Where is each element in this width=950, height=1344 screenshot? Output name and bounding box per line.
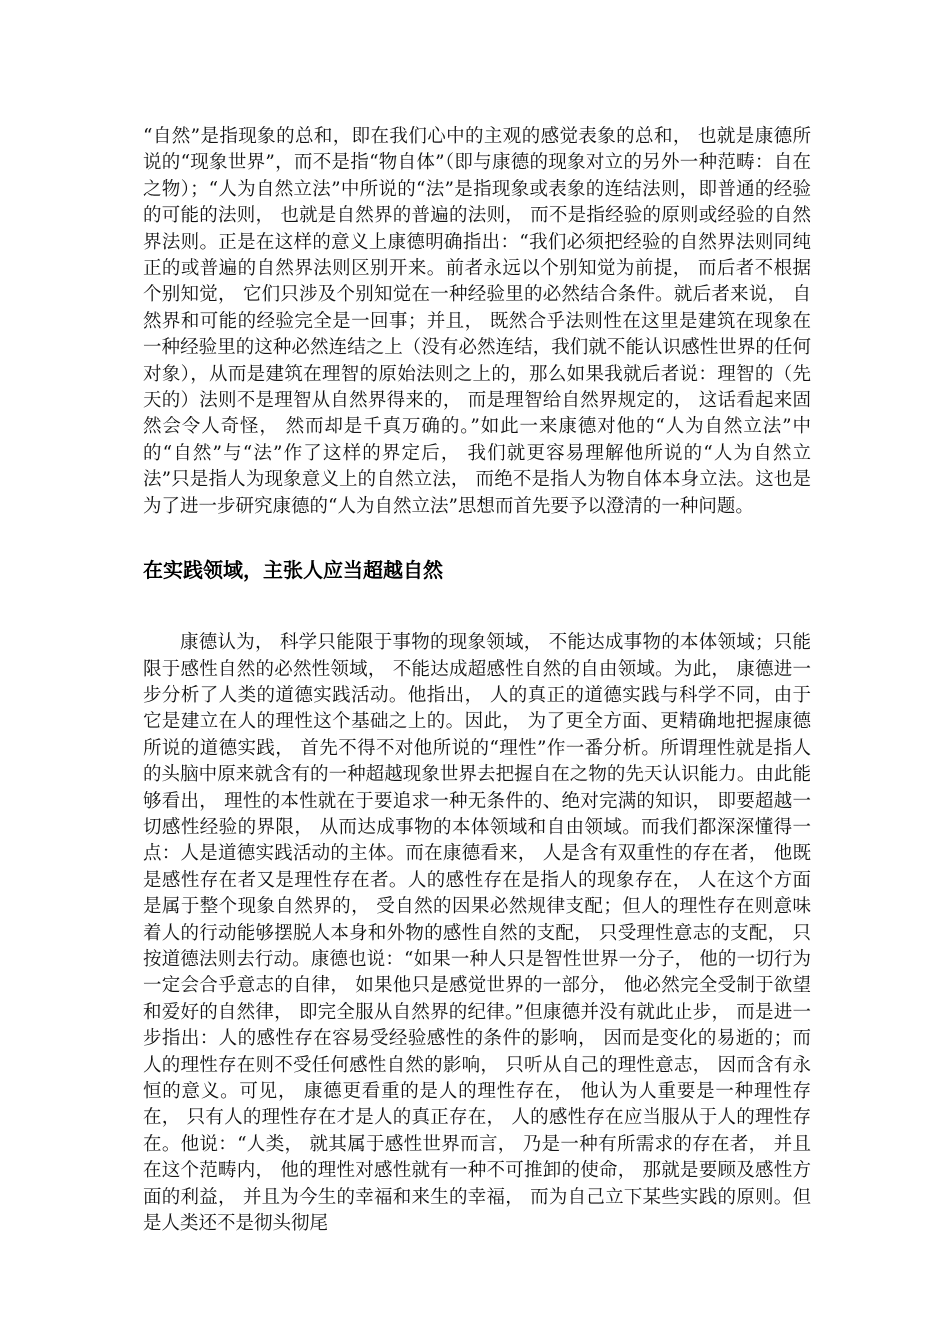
body-paragraph: “自然”是指现象的总和，即在我们心中的主观的感觉表象的总和， 也就是康德所说的“现象世界”，而不是指“物自体”（即与康德的现象对立的另外一种范畴：自在之物）；“人为自然立法”中所说的“法”是指现象或表象的连结法则，即普通的经验的可能的法则， 也就是自然界的普遍的法则， 而不是指经验的原则或经验的自然界法则。正是在这样的意义上康德明确指出：“我们必须把经验的自然界法则同纯正的或普遍的自然界法则区别开来。前者永远以个别知觉为前提， 而后者不根据个别知觉， 它们只涉及个别知觉在一种经验里的必然结合条件。就后者来说， 自然界和可能的经验完全是一回事；并且， 既然合乎法则性在这里是建筑在现象在一种经验里的这种必然连结之上（没有必然连结，我们就不能认识感性世界的任何对象），从而是建筑在理智的原始法则之上的，那么如果我就后者说：理智的（先天的）法则不是理智从自然界得来的， 而是理智给自然界规定的， 这话看起来固然会令人奇怪， 然而却是千真万确的。”如此一来康德对他的“人为自然立法”中的“自然”与“法”作了这样的界定后， 我们就更容易理解他所说的“人为自然立法”只是指人为现象意义上的自然立法， 而绝不是指人为物自体本身立法。这也是为了进一步研究康德的“人为自然立法”思想而首先要予以澄清的一种问题。 [143, 126, 811, 517]
document-page [143, 124, 811, 1237]
body-paragraph: 康德认为， 科学只能限于事物的现象领域， 不能达成事物的本体领域；只能限于感性自然的必然性领域， 不能达成超感性自然的自由领域。为此， 康德进一步分析了人类的道德实践活动。他指出， 人的真正的道德实践与科学不同，由于它是建立在人的理性这个基础之上的。因此， 为了更全方面、更精确地把握康德所说的道德实践， 首先不得不对他所说的“理性”作一番分析。所谓理性就是指人的头脑中原来就含有的一种超越现象世界去把握自在之物的先天认识能力。由此能够看出， 理性的本性就在于要追求一种无条件的、绝对完满的知识， 即要超越一切感性经验的界限， 从而达成事物的本体领域和自由领域。而我们都深深懂得一点：人是道德实践活动的主体。而在康德看来， 人是含有双重性的存在者， 他既是感性存在者又是理性存在者。人的感性存在是指人的现象存在， 人在这个方面是属于整个现象自然界的， 受自然的因果必然规律支配；但人的理性存在则意味着人的行动能够摆脱人本身和外物的感性自然的支配， 只受理性意志的支配， 只按道德法则去行动。康德也说：“如果一种人只是智性世界一分子， 他的一切行为一定会合乎意志的自律， 如果他只是感觉世界的一部分， 他必然完全受制于欲望和爱好的自然律， 即完全服从自然界的纪律。”但康德并没有就此止步， 而是进一步指出：人的感性存在容易受经验感性的条件的影响， 因而是变化的易逝的；而人的理性存在则不受任何感性自然的影响， 只听从自己的理性意志， 因而含有永恒的意义。可见， 康德更看重的是人的理性存在， 他认为人重要是一种理性存在， 只有人的理性存在才是人的真正存在， 人的感性存在应当服从于人的理性存在。他说：“人类， 就其属于感性世界而言， 乃是一种有所需求的存在者， 并且在这个范畴内， 他的理性对感性就有一种不可推卸的使命， 那就是要顾及感性方面的利益， 并且为今生的幸福和来生的幸福， 而为自己立下某些实践的原则。但是人类还不是彻头彻尾 [143, 632, 811, 1235]
section-heading: 在实践领域，主张人应当超越自然 [143, 558, 443, 583]
